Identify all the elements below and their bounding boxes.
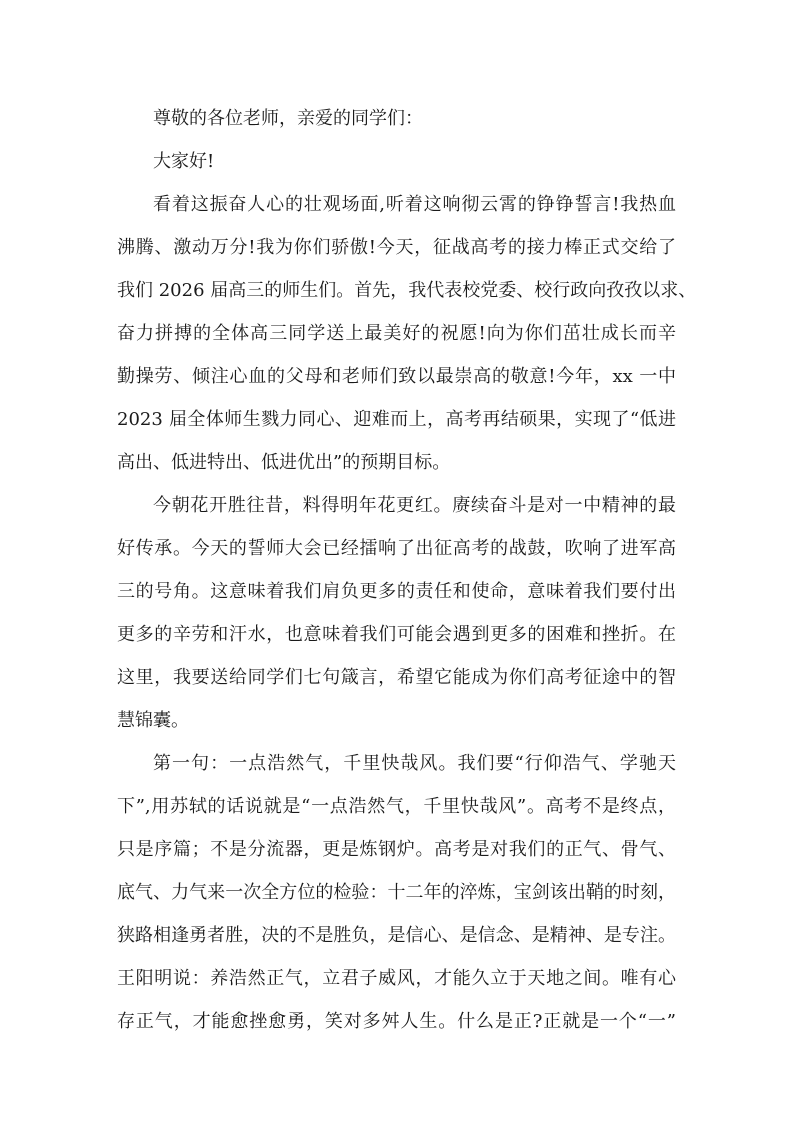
text-line: 沸腾、激动万分!我为你们骄傲!今天，征战高考的接力棒正式交给了	[117, 237, 676, 258]
text-line: 三的号角。这意味着我们肩负更多的责任和使命，意味着我们要付出	[117, 581, 676, 602]
text-line: 狭路相逢勇者胜，决的不是胜负，是信心、是信念、是精神、是专注。	[117, 925, 676, 946]
text-line: 大家好!	[153, 151, 215, 172]
text-line: 勤操劳、倾注心血的父母和老师们致以最崇高的敬意!今年，xx 一中	[117, 366, 676, 387]
text-line: 高出、低进特出、低进优出”的预期目标。	[117, 452, 451, 473]
text-line: 尊敬的各位老师，亲爱的同学们：	[153, 108, 423, 129]
text-line: 这里，我要送给同学们七句箴言，希望它能成为你们高考征途中的智	[117, 667, 676, 688]
text-line: 存正气，才能愈挫愈勇，笑对多舛人生。什么是正?正就是一个“一”	[117, 1011, 676, 1032]
text-line: 王阳明说：养浩然正气，立君子威风，才能久立于天地之间。唯有心	[117, 968, 676, 989]
text-line: 奋力拼搏的全体高三同学送上最美好的祝愿!向为你们茁壮成长而辛	[117, 323, 676, 344]
text-line: 我们 2026 届高三的师生们。首先，我代表校党委、校行政向孜孜以求、	[117, 280, 697, 301]
text-line: 今朝花开胜往昔，料得明年花更红。赓续奋斗是对一中精神的最	[153, 495, 676, 516]
text-line: 底气、力气来一次全方位的检验：十二年的淬炼，宝剑该出鞘的时刻，	[117, 882, 676, 903]
text-line: 2023 届全体师生戮力同心、迎难而上，高考再结硕果，实现了“低进	[117, 409, 676, 430]
text-line: 第一句：一点浩然气，千里快哉风。我们要“行仰浩气、学驰天	[153, 753, 676, 774]
text-line: 慧锦囊。	[117, 710, 189, 731]
text-line: 下”,用苏轼的话说就是“一点浩然气，千里快哉风”。高考不是终点，	[117, 796, 676, 817]
text-line: 看着这振奋人心的壮观场面,听着这响彻云霄的铮铮誓言!我热血	[153, 194, 676, 215]
text-line: 更多的辛劳和汗水，也意味着我们可能会遇到更多的困难和挫折。在	[117, 624, 676, 645]
text-line: 好传承。今天的誓师大会已经擂响了出征高考的战鼓，吹响了进军高	[117, 538, 676, 559]
text-line: 只是序篇；不是分流器，更是炼钢炉。高考是对我们的正气、骨气、	[117, 839, 676, 860]
document-page	[117, 104, 697, 1050]
